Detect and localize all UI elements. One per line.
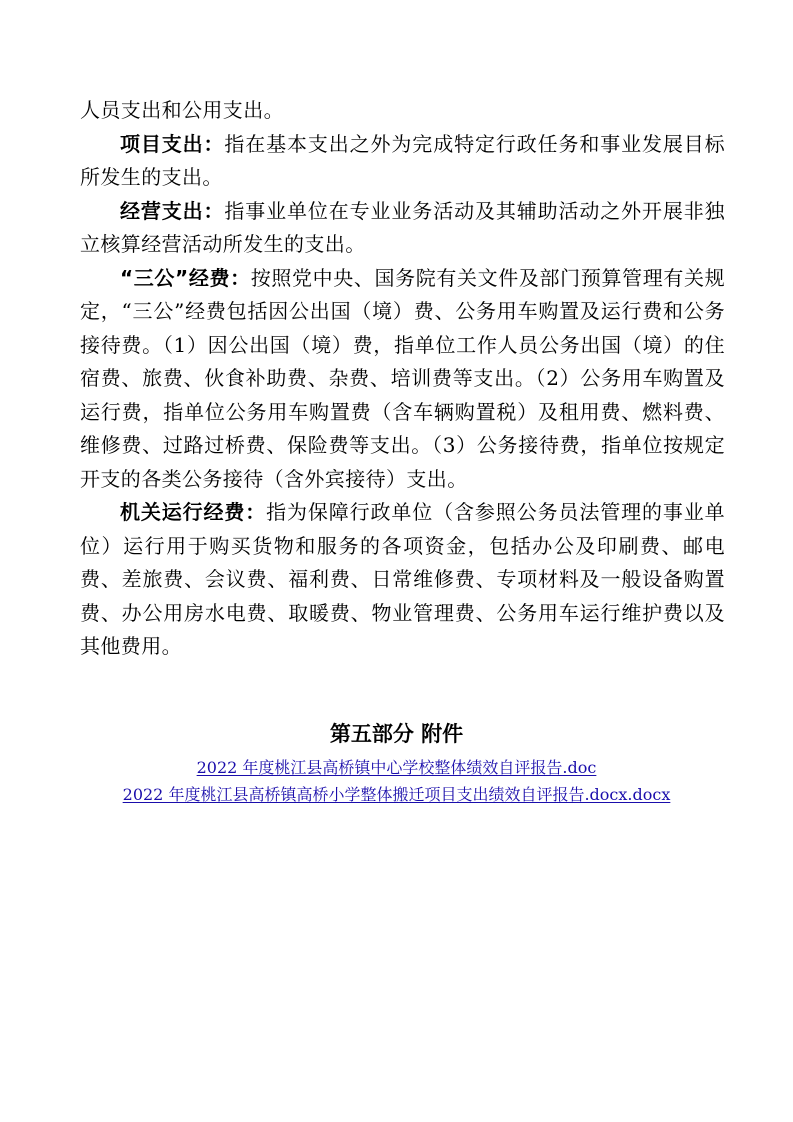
attachment-list: [0, 754, 793, 808]
definition-text: 指在基本支出之外为完成特定行政任务和事业发展目标所发生的支出。: [80, 131, 726, 189]
definition-term: “三公”经费：: [120, 265, 251, 290]
definition-term: 项目支出：: [120, 131, 225, 156]
intro-fragment: 人员支出和公用支出。: [80, 98, 284, 122]
definition-project-expenditure: [80, 128, 725, 195]
definition-text: 指为保障行政单位（含参照公务员法管理的事业单位）运行用于购买货物和服务的各项资金，包括办公及印刷费、邮电费、差旅费、会议费、福利费、日常维修费、专项材料及一般设备购置费、办公用房水电费、取暖费、物业管理费、公务用车运行维护费以及其他费用。: [80, 500, 725, 658]
attachment-link-relocation-project-report[interactable]: 2022 年度桃江县高桥镇高桥小学整体搬迁项目支出绩效自评报告.docx.docx: [122, 785, 671, 804]
glossary-body: [80, 94, 725, 664]
definition-text: 指事业单位在专业业务活动及其辅助活动之外开展非独立核算经营活动所发生的支出。: [80, 198, 726, 256]
attachment-link-central-school-report[interactable]: 2022 年度桃江县高桥镇中心学校整体绩效自评报告.doc: [196, 758, 597, 777]
definition-term: 机关运行经费：: [120, 500, 267, 524]
section-title: 第五部分 附件: [329, 722, 464, 746]
definition-term: 经营支出：: [120, 198, 225, 223]
definition-text: 按照党中央、国务院有关文件及部门预算管理有关规定，“三公”经费包括因公出国（境）费、公务用车购置及运行费和公务接待费。（1）因公出国（境）费，指单位工作人员公务出国（境）的住宿费、旅费、伙食补助费、杂费、培训费等支出。（2）公务用车购置及运行费，指单位公务用车购置费（含车辆购置税）及租用费、燃料费、维修费、过路过桥费、保险费等支出。（3）公务接待费，指单位按规定开支的各类公务接待（含外宾接待）支出。: [80, 265, 726, 491]
definition-three-public-expenses: [80, 262, 725, 497]
definition-agency-operating-funds: [80, 496, 725, 664]
definition-operating-expenditure: [80, 195, 725, 262]
